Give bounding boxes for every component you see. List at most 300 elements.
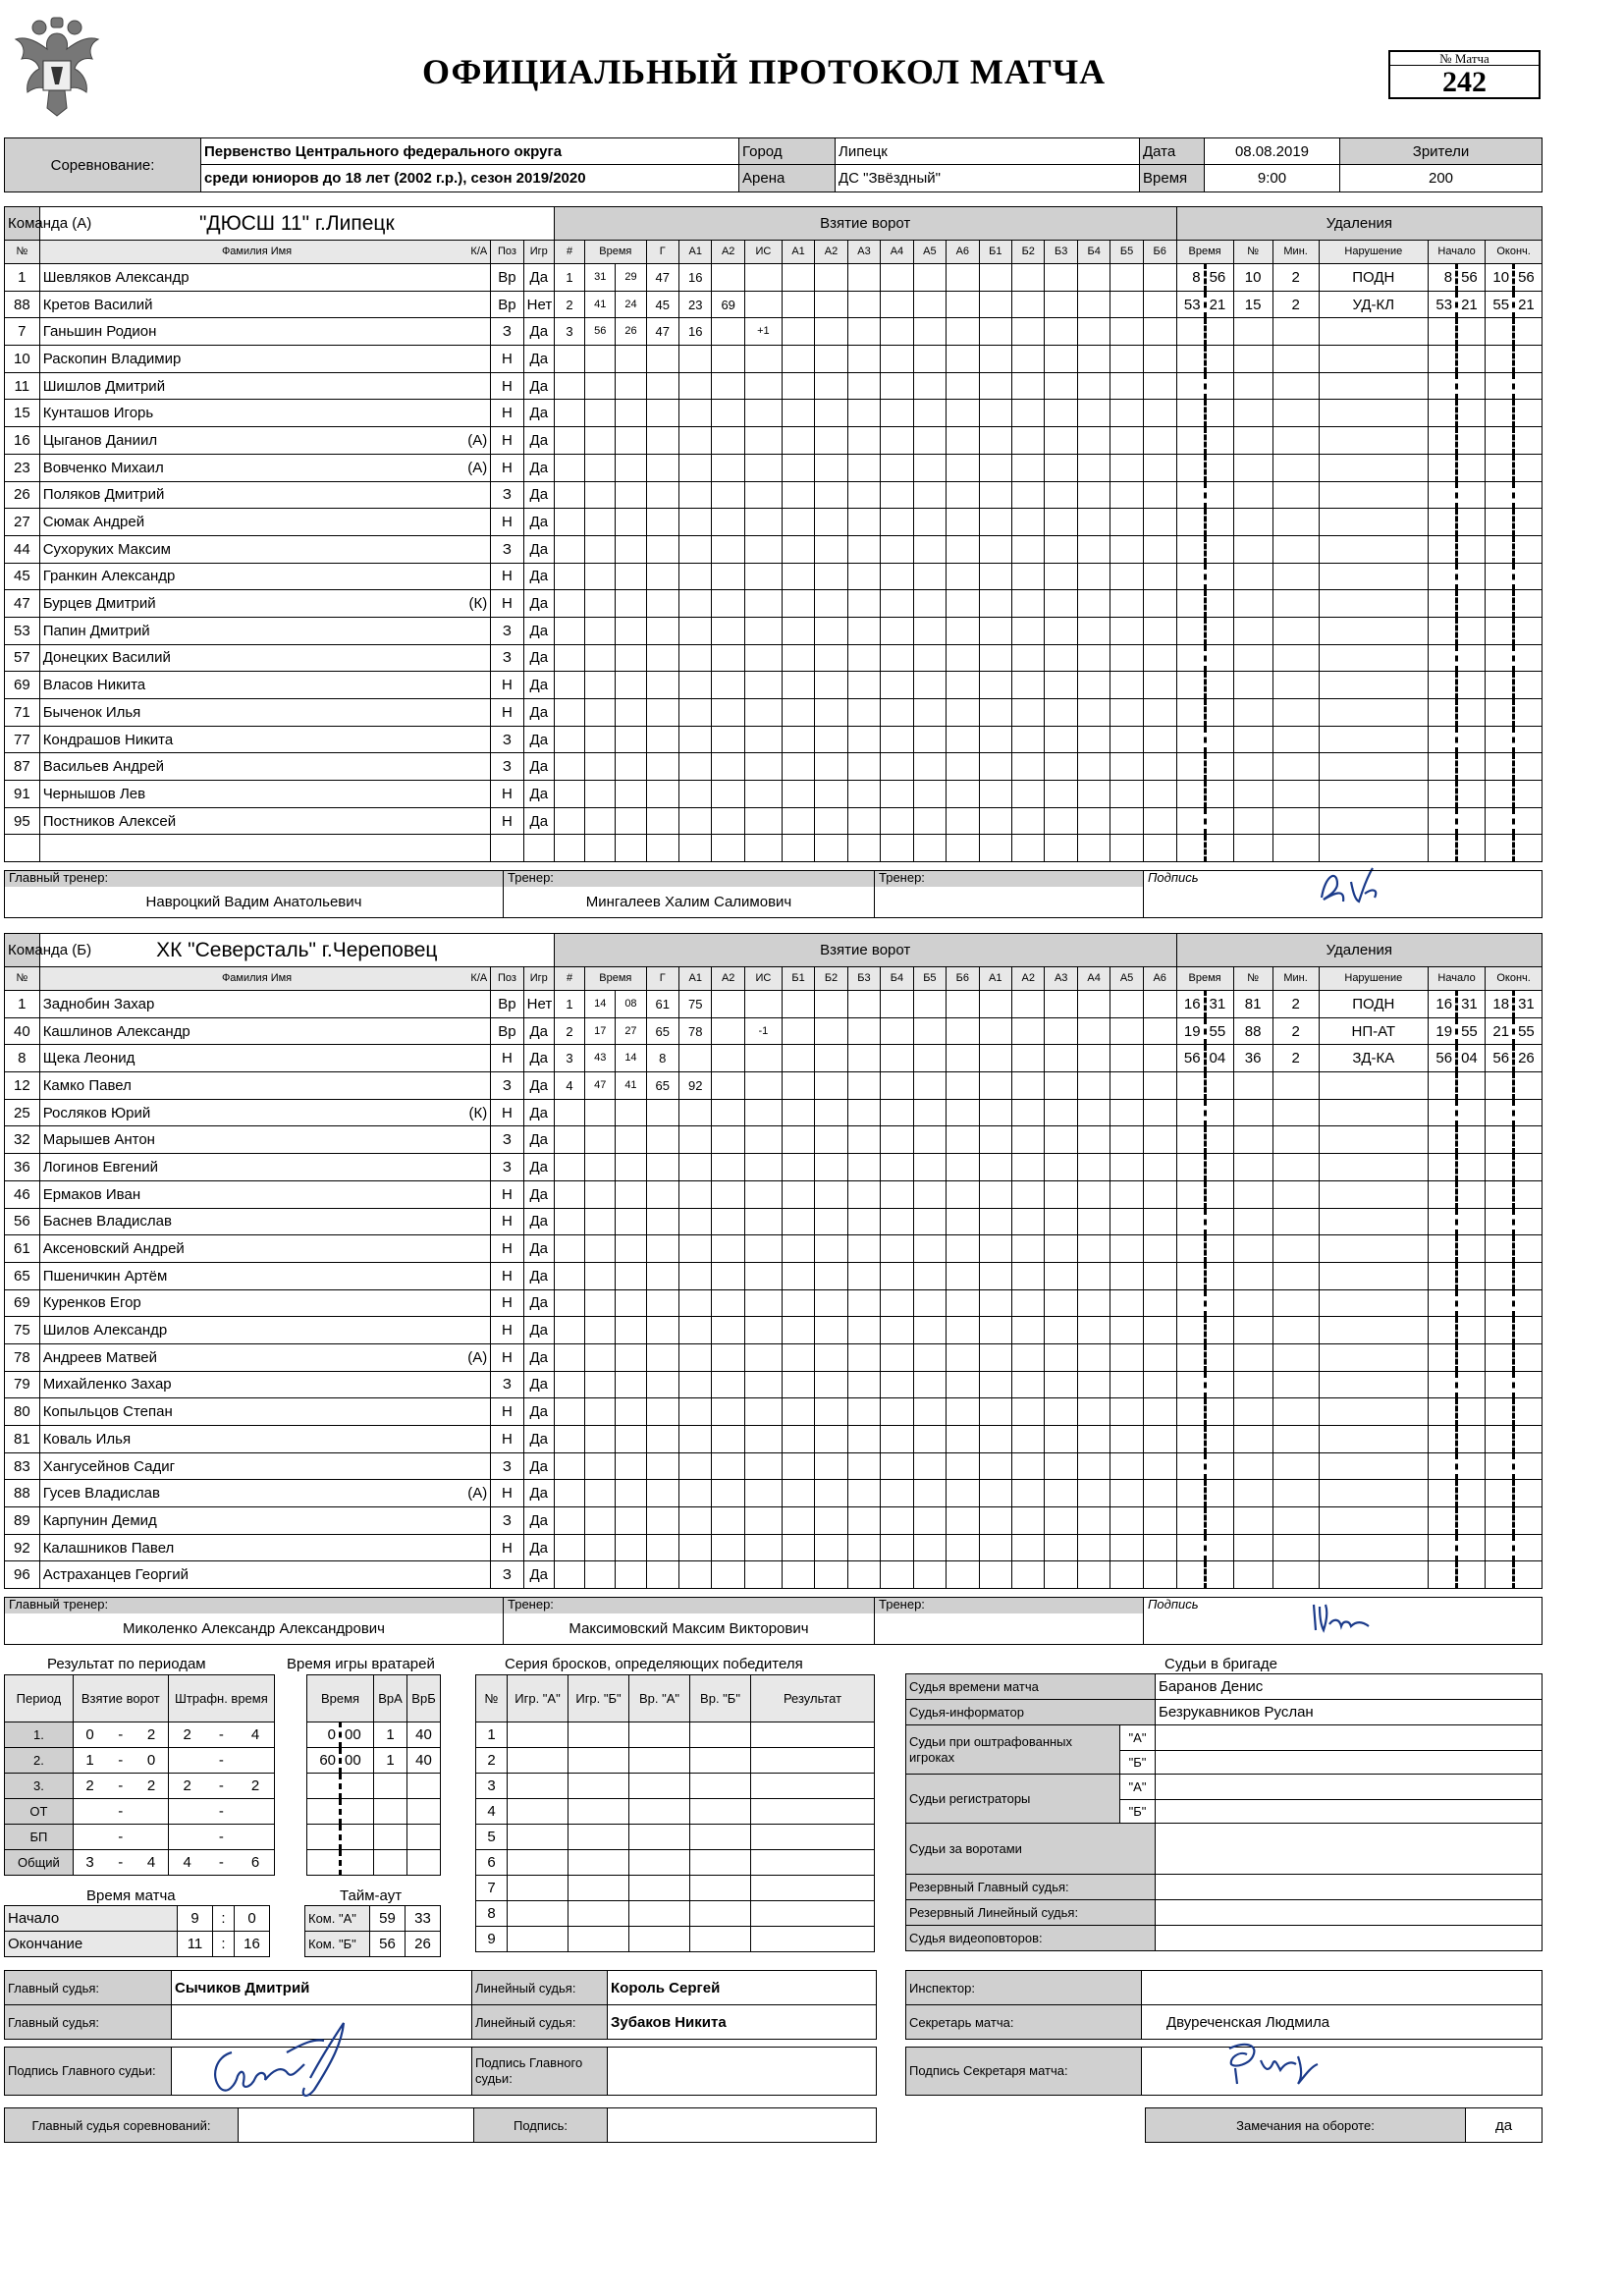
goalie-min <box>307 1850 341 1876</box>
goal-assist1: 92 <box>679 1072 712 1100</box>
pen-start-min <box>1429 1126 1457 1154</box>
goal-assist1 <box>679 1180 712 1208</box>
player-name <box>39 481 491 509</box>
player-name <box>39 807 491 835</box>
match-time-table: Начало 9 : 0 Окончание 11 : 16 <box>4 1905 270 1957</box>
col-onice: А1 <box>782 241 814 264</box>
onice-cell <box>1045 346 1077 373</box>
goal-min <box>585 1154 616 1181</box>
russia-eagle-emblem <box>2 14 112 130</box>
onice-cell <box>913 1126 946 1154</box>
spectators-value: 200 <box>1340 165 1543 192</box>
goal-assist2 <box>712 1017 744 1045</box>
period-pim-b <box>237 1799 274 1825</box>
onice-cell <box>1077 781 1110 808</box>
onice-cell <box>979 644 1011 672</box>
player-name <box>39 509 491 536</box>
col-goal-time: Время <box>585 241 646 264</box>
goal-min <box>585 781 616 808</box>
goal-sec: 14 <box>616 1045 646 1072</box>
goal-scorer <box>646 1262 678 1289</box>
goal-assist2 <box>712 781 744 808</box>
player-no: 65 <box>5 1262 40 1289</box>
pen-end-min <box>1486 1398 1514 1426</box>
goal-sec <box>616 1126 646 1154</box>
onice-cell <box>782 1317 814 1344</box>
goal-min <box>585 1343 616 1371</box>
goal-assist2 <box>712 1317 744 1344</box>
onice-cell <box>947 991 979 1018</box>
onice-cell <box>1110 1561 1143 1589</box>
onice-cell <box>815 1180 847 1208</box>
goal-assist2 <box>712 563 744 590</box>
col-onice: А5 <box>913 241 946 264</box>
onice-cell <box>913 1317 946 1344</box>
pen-start-sec <box>1457 1507 1486 1535</box>
pen-violation <box>1319 454 1429 481</box>
goal-sec <box>616 699 646 727</box>
shootout-no: 2 <box>476 1748 508 1774</box>
pen-min: 8 <box>1176 264 1205 292</box>
goal-assist1 <box>679 1317 712 1344</box>
player-name <box>39 1371 491 1398</box>
onice-cell <box>1077 481 1110 509</box>
onice-cell <box>1077 807 1110 835</box>
pen-start-min: 8 <box>1429 264 1457 292</box>
pen-start-min <box>1429 1072 1457 1100</box>
onice-cell <box>847 991 880 1018</box>
onice-cell <box>913 1235 946 1263</box>
onice-cell <box>847 481 880 509</box>
player-played: Да <box>523 346 554 373</box>
pen-minutes <box>1272 1289 1319 1317</box>
pen-violation <box>1319 617 1429 644</box>
onice-cell <box>847 509 880 536</box>
pen-min <box>1176 509 1205 536</box>
pen-end-min <box>1486 454 1514 481</box>
pen-end-sec <box>1514 1289 1543 1317</box>
goal-assist1 <box>679 1262 712 1289</box>
goal-scorer <box>646 1289 678 1317</box>
goal-sec: 26 <box>616 318 646 346</box>
shootout-row <box>476 1774 875 1799</box>
onice-cell <box>979 1099 1011 1126</box>
shootout-col: Вр. "Б" <box>690 1675 751 1722</box>
pen-start-sec <box>1457 1480 1486 1507</box>
onice-cell <box>815 1561 847 1589</box>
onice-cell <box>1143 1343 1176 1371</box>
pen-start-sec <box>1457 1072 1486 1100</box>
pen-start-min <box>1429 509 1457 536</box>
onice-cell <box>1143 1317 1176 1344</box>
goal-min <box>585 807 616 835</box>
player-no: 23 <box>5 454 40 481</box>
onice-cell <box>815 1343 847 1371</box>
onice-cell <box>913 1154 946 1181</box>
onice-cell <box>947 1154 979 1181</box>
onice-cell <box>1143 590 1176 618</box>
goal-no: 3 <box>554 1045 584 1072</box>
onice-cell <box>1143 1235 1176 1263</box>
col-pen-start: Начало <box>1429 967 1486 991</box>
onice-cell <box>979 1072 1011 1100</box>
goal-assist1: 75 <box>679 991 712 1018</box>
player-pos: Н <box>491 1208 523 1235</box>
coach2-cell <box>875 1598 1144 1645</box>
player-no: 71 <box>5 699 40 727</box>
player-pos: З <box>491 481 523 509</box>
player-name <box>39 991 491 1018</box>
onice-cell <box>815 590 847 618</box>
pen-start-min <box>1429 1534 1457 1561</box>
onice-cell <box>847 590 880 618</box>
onice-cell <box>1143 346 1176 373</box>
goal-sec <box>616 1343 646 1371</box>
goal-min: 14 <box>585 991 616 1018</box>
col-onice: А3 <box>847 241 880 264</box>
pen-min <box>1176 807 1205 835</box>
goal-min <box>585 1289 616 1317</box>
pen-start-min <box>1429 1426 1457 1453</box>
player-role: (А) <box>467 1348 488 1366</box>
pen-start-sec <box>1457 1180 1486 1208</box>
onice-cell <box>1045 1371 1077 1398</box>
pen-sec <box>1205 1343 1233 1371</box>
goal-strength <box>744 1208 782 1235</box>
onice-cell <box>847 672 880 699</box>
pen-minutes <box>1272 1561 1319 1589</box>
pen-end-sec <box>1514 372 1543 400</box>
onice-cell <box>815 1017 847 1045</box>
pen-start-min <box>1429 1180 1457 1208</box>
period-goals-b: 2 <box>135 1774 168 1799</box>
onice-cell <box>947 1289 979 1317</box>
goal-min <box>585 372 616 400</box>
match-number-label: № Матча <box>1390 52 1539 66</box>
player-no: 80 <box>5 1398 40 1426</box>
goal-no <box>554 1507 584 1535</box>
onice-cell <box>847 617 880 644</box>
onice-cell <box>1012 291 1045 318</box>
onice-cell <box>815 1235 847 1263</box>
pen-start-sec <box>1457 1371 1486 1398</box>
player-played: Да <box>523 617 554 644</box>
onice-cell <box>1143 1045 1176 1072</box>
pen-end-min: 10 <box>1486 264 1514 292</box>
pen-end-min <box>1486 346 1514 373</box>
pen-player-no <box>1233 1534 1272 1561</box>
pen-minutes <box>1272 807 1319 835</box>
onice-cell <box>913 481 946 509</box>
secretary-signature <box>1216 2035 1333 2094</box>
onice-cell <box>947 1452 979 1480</box>
pen-sec <box>1205 372 1233 400</box>
goal-assist1 <box>679 400 712 427</box>
onice-cell <box>1012 1507 1045 1535</box>
onice-cell <box>913 807 946 835</box>
player-no: 88 <box>5 1480 40 1507</box>
onice-cell <box>847 1180 880 1208</box>
player-name <box>39 1343 491 1371</box>
goal-strength <box>744 1534 782 1561</box>
goal-scorer <box>646 1154 678 1181</box>
player-pos: Н <box>491 781 523 808</box>
goal-min <box>585 454 616 481</box>
player-row <box>5 1426 1543 1453</box>
goal-assist2 <box>712 1072 744 1100</box>
player-row <box>5 1180 1543 1208</box>
onice-cell <box>913 991 946 1018</box>
match-start-h: 9 <box>178 1906 213 1932</box>
pen-violation: НП-АТ <box>1319 1017 1429 1045</box>
onice-cell <box>782 1208 814 1235</box>
onice-cell <box>947 617 979 644</box>
onice-cell <box>979 481 1011 509</box>
officials-title: Судьи в бригаде <box>1164 1656 1277 1672</box>
period-pim-b <box>237 1825 274 1850</box>
onice-cell <box>881 1480 913 1507</box>
onice-cell <box>815 644 847 672</box>
onice-cell <box>1077 1072 1110 1100</box>
player-name <box>39 1561 491 1589</box>
pen-start-min <box>1429 1317 1457 1344</box>
goal-no <box>554 372 584 400</box>
onice-cell <box>913 509 946 536</box>
onice-cell <box>847 753 880 781</box>
pen-min <box>1176 617 1205 644</box>
goal-scorer <box>646 454 678 481</box>
player-name <box>39 346 491 373</box>
onice-cell <box>815 617 847 644</box>
pen-start-sec <box>1457 807 1486 835</box>
onice-cell <box>847 1343 880 1371</box>
pen-end-sec <box>1514 1343 1543 1371</box>
player-no: 77 <box>5 726 40 753</box>
goal-sec <box>616 509 646 536</box>
onice-cell <box>1045 1289 1077 1317</box>
onice-cell <box>847 1262 880 1289</box>
onice-cell <box>947 1072 979 1100</box>
goal-min <box>585 672 616 699</box>
pen-sec <box>1205 1371 1233 1398</box>
player-no: 91 <box>5 781 40 808</box>
pen-end-min <box>1486 1154 1514 1181</box>
pen-end-sec <box>1514 1452 1543 1480</box>
player-played: Нет <box>523 991 554 1018</box>
onice-cell <box>1143 1154 1176 1181</box>
pen-start-min <box>1429 644 1457 672</box>
onice-cell <box>847 1534 880 1561</box>
onice-cell <box>847 644 880 672</box>
player-name-text: Раскопин Владимир <box>42 350 182 367</box>
goal-min <box>585 1099 616 1126</box>
pen-player-no <box>1233 563 1272 590</box>
player-pos: Н <box>491 509 523 536</box>
player-row <box>5 781 1543 808</box>
onice-cell <box>913 835 946 862</box>
pen-end-sec <box>1514 563 1543 590</box>
onice-cell <box>1143 509 1176 536</box>
goal-scorer: 65 <box>646 1017 678 1045</box>
onice-cell <box>782 1343 814 1371</box>
goal-sec: 24 <box>616 291 646 318</box>
match-end-m: 16 <box>235 1932 270 1957</box>
player-name <box>39 318 491 346</box>
onice-cell <box>979 1507 1011 1535</box>
onice-cell <box>1045 672 1077 699</box>
pen-start-sec <box>1457 1452 1486 1480</box>
goal-min: 43 <box>585 1045 616 1072</box>
goal-sec <box>616 1371 646 1398</box>
shootout-title: Серия бросков, определяющих победителя <box>505 1656 803 1672</box>
goal-strength <box>744 1099 782 1126</box>
pen-violation <box>1319 1262 1429 1289</box>
pen-end-min <box>1486 1099 1514 1126</box>
onice-cell <box>881 1426 913 1453</box>
pen-end-sec <box>1514 346 1543 373</box>
player-no: 11 <box>5 372 40 400</box>
pen-player-no <box>1233 672 1272 699</box>
pen-sec <box>1205 1154 1233 1181</box>
onice-cell <box>947 1561 979 1589</box>
onice-cell <box>1110 1343 1143 1371</box>
onice-cell <box>1143 617 1176 644</box>
pen-end-min <box>1486 753 1514 781</box>
shootout-no: 1 <box>476 1722 508 1748</box>
player-no: 16 <box>5 427 40 455</box>
player-no: 95 <box>5 807 40 835</box>
player-name-text: Постников Алексей <box>42 812 177 830</box>
goal-assist1 <box>679 1343 712 1371</box>
pen-sec <box>1205 1180 1233 1208</box>
onice-cell <box>1110 644 1143 672</box>
goal-sec <box>616 346 646 373</box>
col-goal-no: # <box>554 241 584 264</box>
player-name <box>39 1262 491 1289</box>
time-value: 9:00 <box>1205 165 1340 192</box>
pen-start-sec <box>1457 1099 1486 1126</box>
goal-no <box>554 1235 584 1263</box>
player-played <box>523 835 554 862</box>
onice-cell <box>1143 1208 1176 1235</box>
goal-assist2 <box>712 1154 744 1181</box>
shootout-row <box>476 1722 875 1748</box>
informer-value: Безрукавников Руслан <box>1156 1700 1543 1725</box>
goal-scorer <box>646 807 678 835</box>
pen-player-no <box>1233 617 1272 644</box>
period-row: Общий 3 - 4 4 - 6 <box>5 1850 275 1876</box>
goal-assist1 <box>679 1507 712 1535</box>
goal-scorer: 61 <box>646 991 678 1018</box>
scorer-b-tag: "Б" <box>1120 1800 1156 1824</box>
onice-cell <box>979 372 1011 400</box>
pen-player-no <box>1233 699 1272 727</box>
player-row <box>5 1262 1543 1289</box>
pen-player-no: 36 <box>1233 1045 1272 1072</box>
penalty-judge-a-tag: "А" <box>1120 1725 1156 1751</box>
player-row <box>5 346 1543 373</box>
player-row <box>5 1452 1543 1480</box>
col-name-label: Фамилия Имя <box>221 972 293 984</box>
player-name <box>39 427 491 455</box>
onice-cell <box>1110 835 1143 862</box>
onice-cell <box>847 1371 880 1398</box>
pen-sec <box>1205 481 1233 509</box>
onice-cell <box>881 1507 913 1535</box>
onice-cell <box>1077 1343 1110 1371</box>
goalie-row <box>307 1825 441 1850</box>
pen-start-sec <box>1457 644 1486 672</box>
pen-sec: 04 <box>1205 1045 1233 1072</box>
period-pim-a <box>168 1825 205 1850</box>
coach-cell <box>504 1598 875 1645</box>
player-name-text: Заднобин Захар <box>42 995 155 1012</box>
video-judge-label: Судья видеоповторов: <box>906 1926 1156 1951</box>
pen-start-min <box>1429 672 1457 699</box>
onice-cell <box>782 991 814 1018</box>
onice-cell <box>782 1507 814 1535</box>
onice-cell <box>1143 1099 1176 1126</box>
onice-cell <box>881 264 913 292</box>
player-pos: Н <box>491 400 523 427</box>
pen-min <box>1176 1126 1205 1154</box>
goal-strength <box>744 1507 782 1535</box>
col-name-label: Фамилия Имя <box>221 246 293 257</box>
pen-minutes <box>1272 1480 1319 1507</box>
pen-end-min <box>1486 807 1514 835</box>
pen-start-sec <box>1457 672 1486 699</box>
pen-sec <box>1205 454 1233 481</box>
pen-player-no: 88 <box>1233 1017 1272 1045</box>
onice-cell <box>1012 509 1045 536</box>
pen-start-min <box>1429 1235 1457 1263</box>
pen-sec <box>1205 535 1233 563</box>
pen-start-sec: 04 <box>1457 1045 1486 1072</box>
pen-start-min <box>1429 1452 1457 1480</box>
onice-cell <box>815 454 847 481</box>
pen-end-sec: 21 <box>1514 291 1543 318</box>
pen-sec <box>1205 1072 1233 1100</box>
period-goals-a: 1 <box>73 1748 106 1774</box>
onice-cell <box>815 753 847 781</box>
pen-start-sec <box>1457 617 1486 644</box>
chief-ref-table <box>4 2107 877 2143</box>
goal-assist1 <box>679 644 712 672</box>
onice-cell <box>979 563 1011 590</box>
player-row <box>5 1208 1543 1235</box>
player-pos: Н <box>491 427 523 455</box>
col-name <box>39 967 491 991</box>
onice-cell <box>947 535 979 563</box>
goal-no <box>554 753 584 781</box>
player-no: 75 <box>5 1317 40 1344</box>
info-table <box>4 137 1543 192</box>
onice-cell <box>1110 753 1143 781</box>
pen-end-sec <box>1514 1426 1543 1453</box>
player-pos: З <box>491 726 523 753</box>
reserve-main-label: Резервный Главный судья: <box>906 1875 1156 1900</box>
onice-cell <box>947 563 979 590</box>
goal-scorer <box>646 481 678 509</box>
inspector-value <box>1142 1971 1543 2005</box>
pen-minutes <box>1272 1262 1319 1289</box>
player-name <box>39 1507 491 1535</box>
goal-sec <box>616 1180 646 1208</box>
goal-assist1 <box>679 617 712 644</box>
goal-strength <box>744 807 782 835</box>
team-label: Команда (А) <box>5 207 40 241</box>
goal-min <box>585 1371 616 1398</box>
